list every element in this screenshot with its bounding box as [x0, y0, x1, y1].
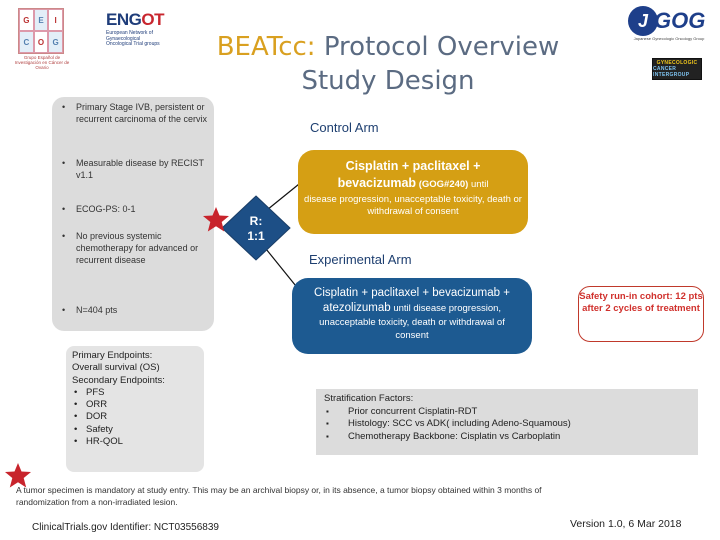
- control-arm-drug: Cisplatin + paclitaxel + bevacizumab (GOG#240) until: [337, 159, 489, 190]
- tumor-specimen-footnote: A tumor specimen is mandatory at study entry. This may be an archival biopsy or, in its absence, a tumor biopsy obtained within 3 months of randomization from a non-irradiated lesion.: [16, 485, 542, 507]
- secondary-endpoint: • HR-QOL: [72, 436, 198, 448]
- stratification-factor: ▪ Chemotherapy Backbone: Cisplatin vs Carboplatin: [324, 431, 690, 444]
- geico-letter: G: [48, 31, 63, 53]
- safety-runin-note: Safety run-in cohort: 12 pts after 2 cycles of treatment: [578, 286, 704, 342]
- jgog-emblem: J: [628, 6, 658, 36]
- secondary-endpoint: • ORR: [72, 399, 198, 411]
- clinical-trials-identifier: ClinicalTrials.gov Identifier: NCT03556839: [32, 522, 219, 533]
- primary-endpoints-heading: Primary Endpoints:: [72, 350, 153, 361]
- engot-wordmark: ENGOT: [106, 10, 164, 29]
- secondary-endpoint: • PFS: [72, 387, 198, 399]
- stratification-heading: Stratification Factors:: [324, 393, 414, 404]
- eligibility-item: • No previous systemic chemotherapy for advanced or recurrent disease: [58, 230, 208, 266]
- eligibility-item: • Primary Stage IVB, persistent or recurrent carcinoma of the cervix: [58, 101, 208, 125]
- control-arm-title: Control Arm: [310, 120, 379, 135]
- control-arm-box: [298, 150, 528, 234]
- randomization-label: R: 1:1: [247, 214, 265, 243]
- jgog-wordmark: GOG: [654, 8, 706, 33]
- secondary-endpoints-heading: Secondary Endpoints:: [72, 374, 165, 386]
- experimental-arm-box: [292, 278, 532, 354]
- eligibility-item: • Measurable disease by RECIST v1.1: [58, 157, 208, 181]
- stratification-factor: ▪ Prior concurrent Cisplatin-RDT: [324, 406, 690, 419]
- geico-letter: G: [19, 9, 34, 31]
- geico-letter: O: [34, 31, 49, 53]
- geico-caption: Grupo Español de Investigación en Cáncer de Ovario: [14, 55, 70, 70]
- geico-letter: C: [19, 31, 34, 53]
- geico-letter: I: [48, 9, 63, 31]
- eligibility-item: • N=404 pts: [58, 304, 208, 316]
- secondary-endpoint: • Safety: [72, 424, 198, 436]
- secondary-endpoint: • DOR: [72, 411, 198, 423]
- title-line1: Protocol Overview: [315, 32, 560, 62]
- geico-letter: E: [34, 9, 49, 31]
- version-label: Version 1.0, 6 Mar 2018: [570, 518, 682, 530]
- experimental-arm-drug: Cisplatin + paclitaxel + bevacizumab + atezolizumab until disease progression,: [314, 287, 510, 314]
- secondary-endpoints-list: [72, 387, 198, 448]
- experimental-arm-stop-rule: unacceptable toxicity, death or withdrawal of consent: [319, 317, 505, 341]
- gci-line1: GYNECOLOGIC: [656, 60, 698, 66]
- title-highlight: BEATcc:: [216, 32, 316, 62]
- eligibility-item: • ECOG-PS: 0-1: [58, 203, 208, 215]
- star-icon: [202, 206, 230, 234]
- jgog-subtitle: Japanese Gynecologic Oncology Group: [633, 36, 705, 41]
- primary-endpoint-value: Overall survival (OS): [72, 362, 160, 374]
- stratification-panel: [316, 389, 698, 455]
- stratification-factor: ▪ Histology: SCC vs ADK( including Adeno-Squamous): [324, 418, 690, 431]
- endpoints-panel: [66, 346, 204, 472]
- gci-line2: CANCER INTERGROUP: [653, 66, 690, 78]
- control-arm-stop-rule: disease progression, unacceptable toxicity, death or withdrawal of consent: [304, 194, 522, 217]
- experimental-arm-title: Experimental Arm: [309, 252, 412, 267]
- title-line2: Study Design: [301, 66, 475, 96]
- engot-subtitle: European Network of Gynaecological Oncological Trial groups: [106, 30, 160, 47]
